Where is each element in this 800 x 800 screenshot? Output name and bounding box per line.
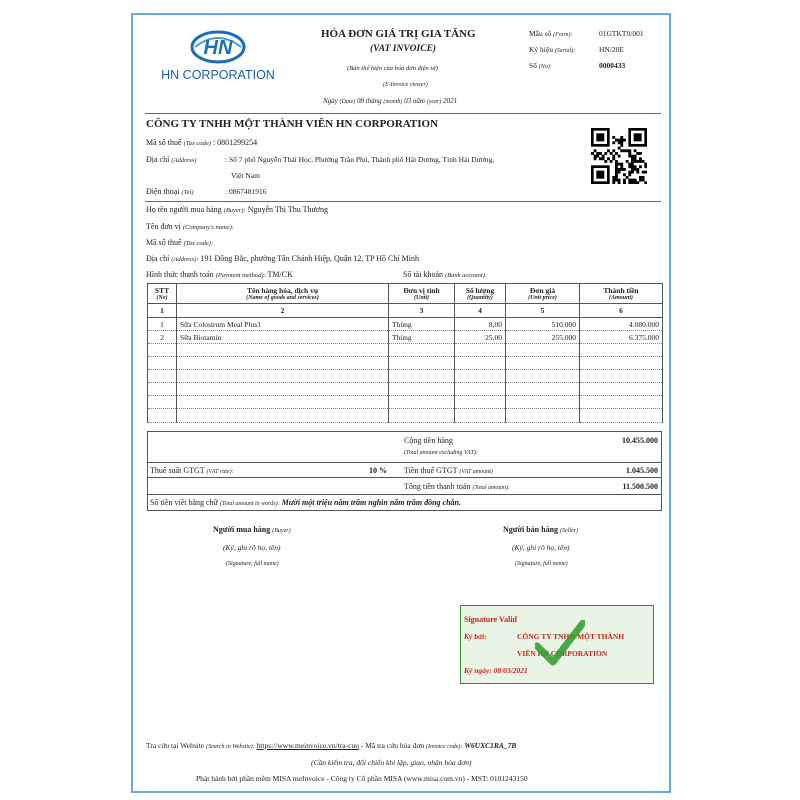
hn-logo-icon bbox=[153, 27, 283, 83]
buyer-tax-code: Mã số thuế (Tax code): bbox=[146, 238, 214, 247]
total-box bbox=[147, 477, 662, 495]
table-row-empty bbox=[148, 383, 663, 396]
invoice-page bbox=[131, 13, 671, 793]
divider bbox=[145, 113, 661, 114]
signed-by-value: CÔNG TY TNHH MỘT THÀNH bbox=[517, 632, 625, 641]
row-amount: 4.080.000 bbox=[580, 318, 663, 331]
col-unit: Đơn vị tính (Unit) bbox=[389, 284, 455, 304]
buyer-signature-sub-en: (Signature, full name) bbox=[226, 561, 279, 567]
vat-amount-label: Tiền thuế GTGT (VAT amount) bbox=[404, 466, 493, 475]
col-price: Đơn giá (Unit price) bbox=[506, 284, 580, 304]
row-qty: 25,00 bbox=[455, 331, 506, 344]
index-cell: 6 bbox=[580, 304, 663, 318]
col-no: STT (No) bbox=[148, 284, 177, 304]
index-row bbox=[148, 304, 663, 318]
index-cell: 4 bbox=[455, 304, 506, 318]
invoice-note: (Bản thể hiện của hóa đơn điện tử) bbox=[347, 65, 438, 72]
table-row-empty bbox=[148, 357, 663, 370]
signed-by-label: Ký bởi: bbox=[464, 632, 487, 641]
index-cell: 1 bbox=[148, 304, 177, 318]
svg-text:HN: HN bbox=[203, 37, 233, 59]
table-row bbox=[148, 331, 663, 344]
subtotal-label: Cộng tiền hàng bbox=[404, 436, 453, 445]
index-cell: 5 bbox=[506, 304, 580, 318]
invoice-note-en: (E-Invoice viewer) bbox=[383, 82, 428, 88]
seller-address-line2: Việt Nam bbox=[231, 171, 260, 180]
table-header bbox=[148, 284, 663, 304]
signed-date-row: Ký ngày: 08/03/2021 bbox=[464, 666, 528, 675]
row-price: 510.000 bbox=[506, 318, 580, 331]
subtotal-box bbox=[147, 431, 662, 463]
row-price: 255.000 bbox=[506, 331, 580, 344]
table-row bbox=[148, 318, 663, 331]
digital-signature-box bbox=[460, 605, 654, 684]
seller-signature-title: Người bán hàng (Seller) bbox=[503, 525, 579, 534]
row-name: Sữa Biotamin bbox=[177, 331, 389, 344]
row-amount: 6.375.000 bbox=[580, 331, 663, 344]
invoice-date: Ngày (Date) 08 tháng (month) 03 năm (year) 2021 bbox=[323, 97, 458, 105]
index-cell: 3 bbox=[389, 304, 455, 318]
invoice-subtitle: (VAT INVOICE) bbox=[370, 44, 437, 54]
seller-signature-sub: (Ký, ghi rõ họ, tên) bbox=[512, 543, 570, 552]
subtotal-value: 10.455.000 bbox=[622, 436, 658, 445]
row-unit: Thùng bbox=[389, 331, 455, 344]
seller-phone: Điện thoại (Tel) bbox=[146, 187, 194, 196]
row-no: 2 bbox=[148, 331, 177, 344]
serial-row: Ký hiệu (Serial): bbox=[529, 45, 576, 54]
seller-address-label: Địa chỉ (Address) bbox=[146, 155, 197, 164]
svg-text:HN CORPORATION: HN CORPORATION bbox=[161, 68, 275, 82]
buyer-address: Địa chỉ (Address): 191 Đông Bắc, phường Tân Chánh Hiệp, Quận 12, TP Hồ Chí Minh bbox=[146, 254, 419, 263]
table-row-empty bbox=[148, 344, 663, 357]
seller-signature-sub-en: (Signature, full name) bbox=[515, 561, 568, 567]
seller-phone-value: : 0867481916 bbox=[225, 187, 267, 196]
subtotal-label-en: (Total amount excluding VAT): bbox=[404, 450, 478, 456]
row-no: 1 bbox=[148, 318, 177, 331]
checkmark-icon bbox=[535, 620, 585, 666]
row-unit: Thùng bbox=[389, 318, 455, 331]
index-cell: 2 bbox=[177, 304, 389, 318]
serial-value: HN/20E bbox=[599, 45, 624, 54]
lookup-link[interactable]: https://www.meinvoice.vn/tra-cuu bbox=[256, 741, 359, 750]
vat-rate-label: Thuế suất GTGT (VAT rate): bbox=[150, 466, 234, 475]
seller-name: CÔNG TY TNHH MỘT THÀNH VIÊN HN CORPORATION bbox=[146, 118, 439, 130]
footer-note: (Cần kiểm tra, đối chiếu khi lập, giao, nhận hóa đơn) bbox=[311, 758, 472, 767]
signature-status: Signature Valid bbox=[464, 615, 517, 624]
footer-publisher: Phát hành bởi phần mềm MISA meInvoice - Công ty Cổ phần MISA (www.misa.com.vn) - MST: 0101243150 bbox=[196, 774, 528, 783]
form-row: Mẫu số (Form): bbox=[529, 29, 573, 38]
row-qty: 8,00 bbox=[455, 318, 506, 331]
table-row-empty bbox=[148, 409, 663, 423]
row-name: Sữa Colostrum Meal Plus1 bbox=[177, 318, 389, 331]
buyer-signature-title: Người mua hàng (Buyer) bbox=[213, 525, 291, 534]
buyer-signature-sub: (Ký, ghi rõ họ, tên) bbox=[223, 543, 281, 552]
number-row: Số (No): bbox=[529, 61, 552, 70]
seller-tax-code: Mã số thuế (Tax code) : 0801299254 bbox=[146, 138, 258, 147]
vat-rate-value: 10 % bbox=[369, 466, 387, 475]
table-row-empty bbox=[148, 396, 663, 409]
col-name: Tên hàng hóa, dịch vụ (Name of goods and services) bbox=[177, 284, 389, 304]
bank-account: Số tài khoản (Bank account): bbox=[403, 270, 488, 279]
vat-amount-value: 1.045.500 bbox=[626, 466, 658, 475]
col-amount: Thành tiền (Amount) bbox=[580, 284, 663, 304]
number-value: 0000433 bbox=[599, 61, 626, 70]
footer-lookup: Tra cứu tại Website (Search in Website): https://www.meinvoice.vn/tra-cuu - Mã tra cứu hóa đơn (Invoice code): W6UXC1RA_7B bbox=[146, 741, 517, 750]
form-value: 01GTKT0/001 bbox=[599, 29, 644, 38]
col-qty: Số lượng (Quantity) bbox=[455, 284, 506, 304]
words-row: Số tiền viết bằng chữ (Total amount in words): Mười một triệu năm trăm nghìn năm trăm đồng chẵn. bbox=[150, 498, 461, 507]
buyer-company: Tên đơn vị (Company's name): bbox=[146, 222, 234, 231]
table-row-empty bbox=[148, 370, 663, 383]
divider bbox=[145, 201, 661, 202]
invoice-title: HÓA ĐƠN GIÁ TRỊ GIA TĂNG bbox=[321, 28, 476, 40]
items-table bbox=[147, 283, 663, 423]
total-label: Tổng tiền thanh toán (Total amount): bbox=[404, 482, 511, 491]
words-box bbox=[147, 494, 662, 511]
payment-method: Hình thức thanh toán (Payment method): TM/CK bbox=[146, 270, 293, 279]
company-logo bbox=[153, 27, 283, 83]
vat-box bbox=[147, 462, 662, 478]
qr-code bbox=[591, 128, 647, 184]
buyer-name: Họ tên người mua hàng (Buyer): Nguyễn Thị Thu Thương bbox=[146, 205, 329, 214]
signed-by-value-line2: VIÊN HN CORPORATION bbox=[517, 649, 608, 658]
seller-address: : Số 7 phố Nguyễn Thái Học, Phường Trần Phú, Thành phố Hải Dương, Tỉnh Hải Dương, bbox=[225, 155, 495, 164]
total-value: 11.500.500 bbox=[622, 482, 658, 491]
